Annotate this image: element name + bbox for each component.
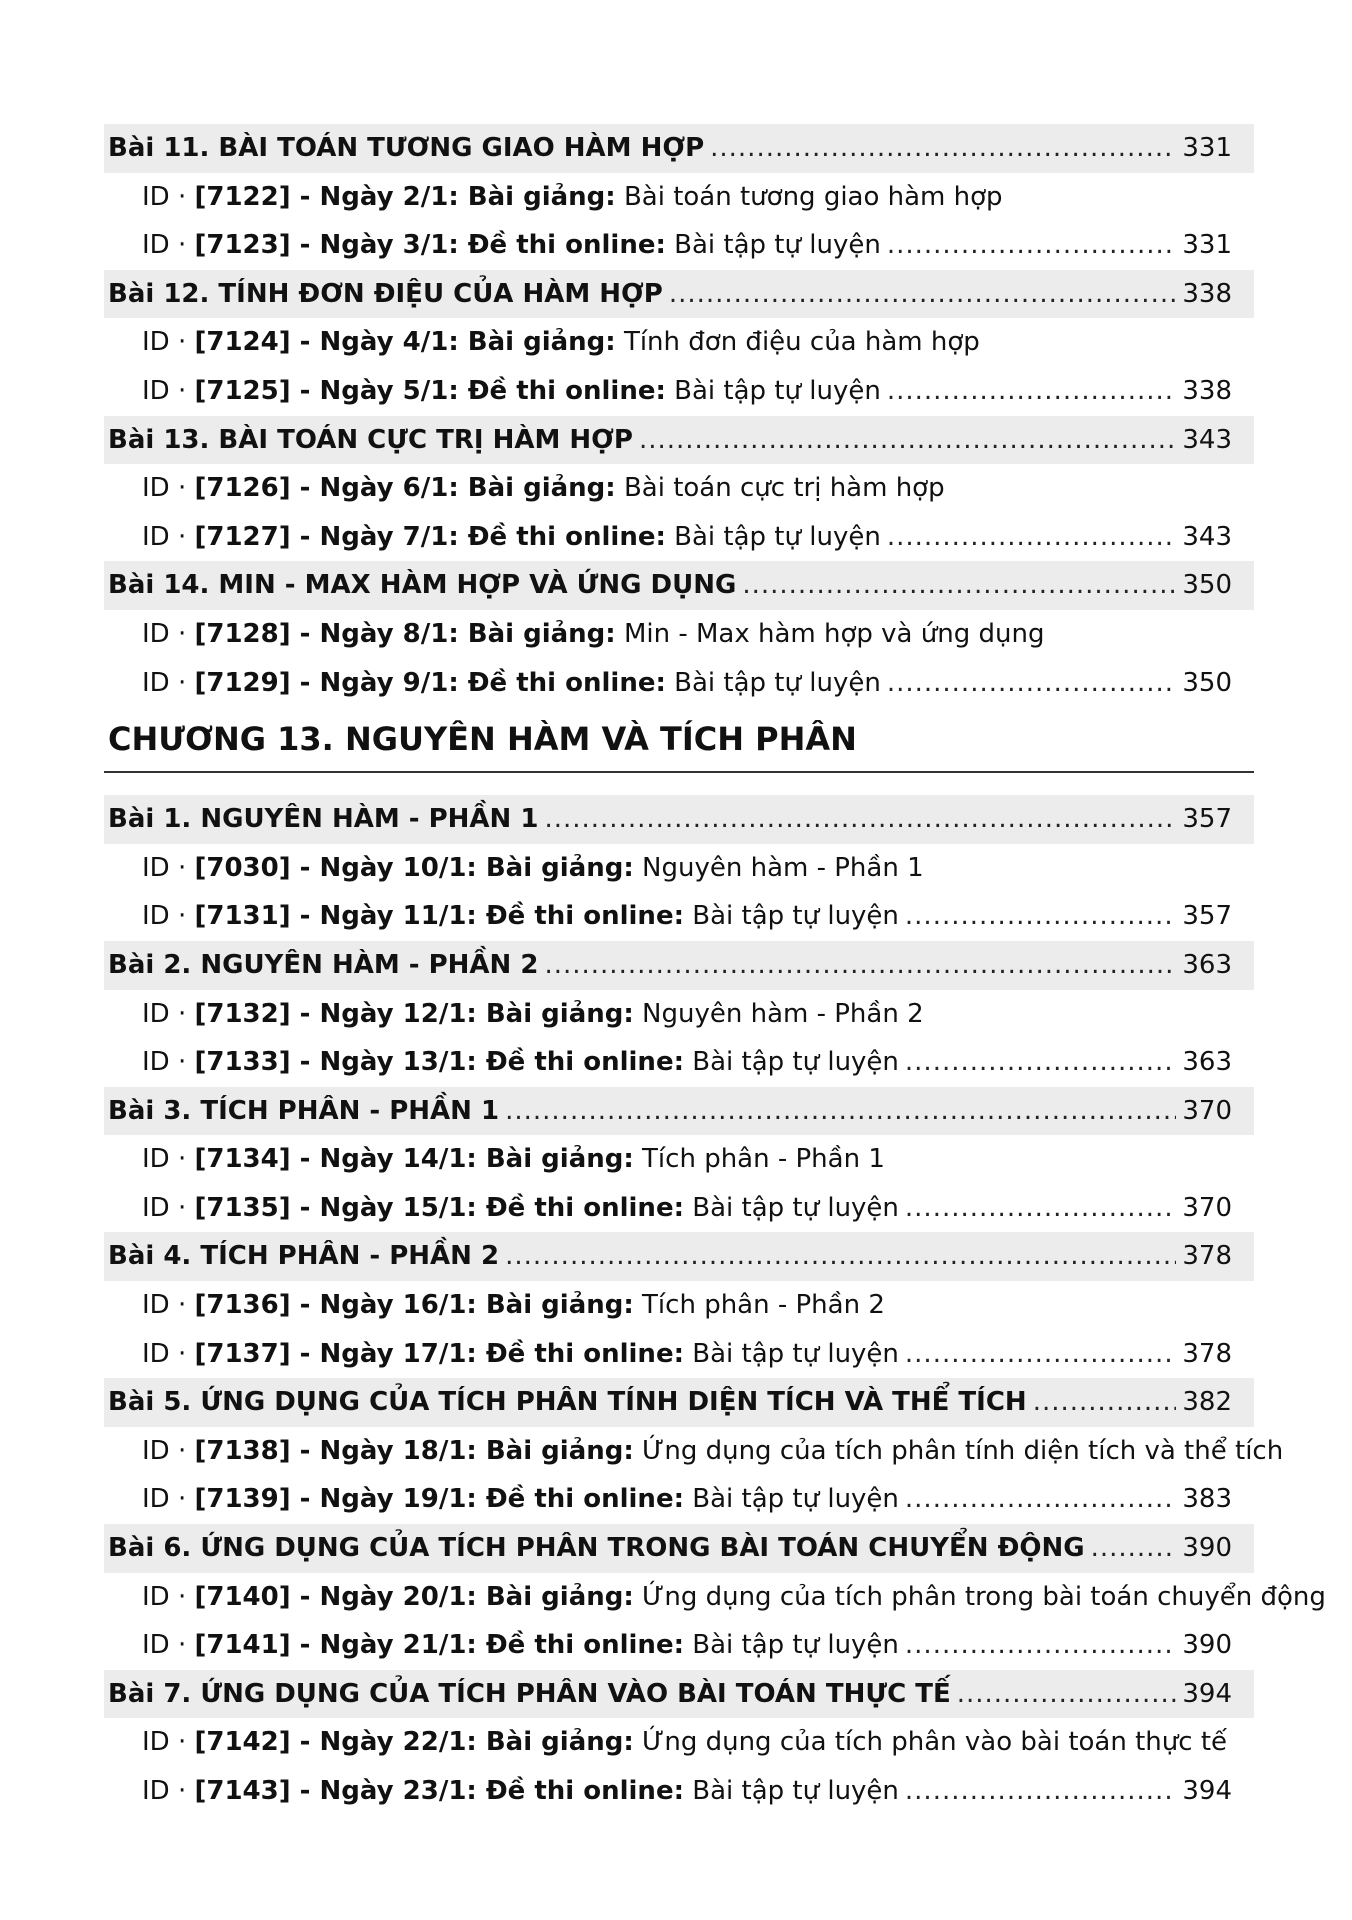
- page-number: 363: [1182, 949, 1232, 980]
- item-text: [142, 659, 881, 708]
- item-day: - Ngày 19/1:: [290, 1484, 486, 1515]
- id-prefix: ID ·: [142, 1047, 195, 1078]
- page-number: 390: [1182, 1533, 1232, 1564]
- item-text: [142, 513, 881, 562]
- table-of-contents: [104, 124, 1326, 1816]
- item-kind: Bài giảng:: [467, 327, 616, 358]
- id-prefix: ID ·: [142, 473, 195, 504]
- page-number: 370: [1182, 1095, 1232, 1126]
- id-prefix: ID ·: [142, 998, 195, 1029]
- item-text: [142, 1135, 885, 1184]
- item-day: - Ngày 22/1:: [290, 1727, 486, 1758]
- item-id: [7128]: [194, 618, 291, 649]
- item-id: [7142]: [194, 1727, 291, 1758]
- item-kind: Đề thi online:: [485, 1776, 684, 1806]
- id-prefix: ID ·: [142, 1630, 195, 1661]
- item-kind: Bài giảng:: [467, 618, 616, 649]
- item-day: - Ngày 11/1:: [290, 901, 486, 932]
- id-prefix: ID ·: [142, 1435, 195, 1466]
- item-description: Bài tập tự luyện: [683, 1192, 899, 1223]
- page-number: 343: [1182, 521, 1232, 552]
- item-id: [7127]: [194, 521, 291, 552]
- item-day: - Ngày 13/1:: [290, 1047, 486, 1078]
- id-prefix: ID ·: [142, 1338, 195, 1369]
- id-prefix: ID ·: [142, 1581, 195, 1612]
- id-prefix: ID ·: [142, 521, 195, 552]
- item-day: - Ngày 15/1:: [290, 1192, 486, 1223]
- item-description: Bài tập tự luyện: [665, 521, 881, 552]
- toc-lesson-row[interactable]: [104, 941, 1254, 990]
- item-id: [7125]: [194, 375, 291, 406]
- item-day: - Ngày 4/1:: [290, 327, 468, 358]
- item-id: [7138]: [194, 1435, 291, 1466]
- lesson-title: Bài 13. BÀI TOÁN CỰC TRỊ HÀM HỢP: [108, 424, 633, 455]
- dot-leader: [544, 941, 1176, 990]
- toc-item-row[interactable]: [104, 173, 1254, 222]
- item-text: [142, 610, 1044, 659]
- dot-leader: [905, 1330, 1176, 1379]
- item-id: [7133]: [194, 1047, 291, 1078]
- page-number: 363: [1182, 1047, 1232, 1078]
- item-id: [7126]: [194, 473, 291, 504]
- item-day: - Ngày 6/1:: [290, 473, 468, 504]
- toc-item-row[interactable]: [104, 1281, 1254, 1330]
- item-text: [142, 1038, 899, 1087]
- item-day: - Ngày 8/1:: [290, 618, 468, 649]
- item-text: [142, 1767, 899, 1816]
- item-description: Bài tập tự luyện: [665, 375, 881, 406]
- dot-leader: [905, 1184, 1176, 1233]
- item-text: [142, 464, 945, 513]
- dot-leader: [887, 221, 1177, 270]
- toc-item-row[interactable]: [104, 221, 1254, 270]
- item-kind: Bài giảng:: [485, 1144, 634, 1175]
- item-day: - Ngày 20/1:: [290, 1581, 486, 1612]
- item-id: [7030]: [194, 852, 291, 883]
- dot-leader: [887, 659, 1177, 708]
- item-kind: Bài giảng:: [467, 181, 616, 212]
- dot-leader: [1091, 1524, 1177, 1573]
- item-kind: Bài giảng:: [485, 1435, 634, 1466]
- item-description: Bài tập tự luyện: [683, 1776, 899, 1806]
- page-number: 357: [1182, 901, 1232, 932]
- chapter-heading: CHƯƠNG 13. NGUYÊN HÀM VÀ TÍCH PHÂN: [104, 707, 1254, 773]
- id-prefix: ID ·: [142, 901, 195, 932]
- lesson-title: Bài 12. TÍNH ĐƠN ĐIỆU CỦA HÀM HỢP: [108, 278, 663, 309]
- item-text: [142, 1184, 899, 1233]
- item-kind: Đề thi online:: [485, 1047, 684, 1078]
- dot-leader: [905, 1038, 1176, 1087]
- item-text: [142, 990, 924, 1039]
- page-number: 394: [1182, 1678, 1232, 1709]
- page-number: 370: [1182, 1192, 1232, 1223]
- item-day: - Ngày 10/1:: [290, 852, 486, 883]
- item-kind: Đề thi online:: [485, 901, 684, 932]
- dot-leader: [742, 561, 1176, 610]
- item-id: [7134]: [194, 1144, 291, 1175]
- id-prefix: ID ·: [142, 1484, 195, 1515]
- item-id: [7132]: [194, 998, 291, 1029]
- item-description: Bài tập tự luyện: [683, 1338, 899, 1369]
- item-day: - Ngày 5/1:: [290, 375, 468, 406]
- item-id: [7129]: [194, 667, 291, 698]
- item-description: Bài tập tự luyện: [683, 901, 899, 932]
- item-description: Ứng dụng của tích phân trong bài toán chuyển động: [633, 1581, 1326, 1612]
- item-description: Bài toán tương giao hàm hợp: [615, 181, 1003, 212]
- id-prefix: ID ·: [142, 1727, 195, 1758]
- toc-item-row[interactable]: [104, 1427, 1284, 1476]
- item-text: [142, 844, 924, 893]
- id-prefix: ID ·: [142, 1776, 195, 1806]
- item-description: Ứng dụng của tích phân tính diện tích và thể tích: [633, 1435, 1284, 1466]
- item-description: Bài tập tự luyện: [665, 230, 881, 261]
- dot-leader: [905, 1767, 1176, 1816]
- item-day: - Ngày 21/1:: [290, 1630, 486, 1661]
- item-text: [142, 1718, 1227, 1767]
- page-number: 338: [1182, 375, 1232, 406]
- item-description: Bài tập tự luyện: [665, 667, 881, 698]
- toc-item-row[interactable]: [104, 1573, 1326, 1622]
- toc-lesson-row[interactable]: [104, 270, 1254, 319]
- item-day: - Ngày 18/1:: [290, 1435, 486, 1466]
- item-day: - Ngày 9/1:: [290, 667, 468, 698]
- toc-lesson-row[interactable]: [104, 561, 1254, 610]
- toc-lesson-row[interactable]: [104, 124, 1254, 173]
- id-prefix: ID ·: [142, 1192, 195, 1223]
- item-text: [142, 892, 899, 941]
- item-kind: Bài giảng:: [467, 473, 616, 504]
- toc-item-row[interactable]: [104, 892, 1254, 941]
- toc-item-row[interactable]: [104, 318, 1254, 367]
- toc-lesson-row[interactable]: [104, 1524, 1254, 1573]
- toc-item-row[interactable]: [104, 513, 1254, 562]
- item-kind: Bài giảng:: [485, 852, 634, 883]
- item-day: - Ngày 16/1:: [290, 1290, 486, 1321]
- page-number: 331: [1182, 230, 1232, 261]
- page-number: 378: [1182, 1241, 1232, 1272]
- toc-lesson-row[interactable]: [104, 795, 1254, 844]
- item-text: [142, 1475, 899, 1524]
- item-description: Ứng dụng của tích phân vào bài toán thực tế: [633, 1727, 1228, 1758]
- toc-item-row[interactable]: [104, 1475, 1254, 1524]
- toc-item-row[interactable]: [104, 1330, 1254, 1379]
- item-kind: Đề thi online:: [467, 375, 666, 406]
- toc-lesson-row[interactable]: [104, 416, 1254, 465]
- page-number: 394: [1182, 1776, 1232, 1806]
- item-id: [7136]: [194, 1290, 291, 1321]
- item-kind: Đề thi online:: [467, 667, 666, 698]
- item-day: - Ngày 23/1:: [290, 1776, 486, 1806]
- toc-item-row[interactable]: [104, 1184, 1254, 1233]
- item-text: [142, 221, 881, 270]
- page-number: 343: [1182, 424, 1232, 455]
- dot-leader: [1033, 1378, 1177, 1427]
- page-number: 383: [1182, 1484, 1232, 1515]
- item-id: [7131]: [194, 901, 291, 932]
- item-day: - Ngày 12/1:: [290, 998, 486, 1029]
- item-day: - Ngày 2/1:: [290, 181, 468, 212]
- id-prefix: ID ·: [142, 618, 195, 649]
- item-description: Bài toán cực trị hàm hợp: [615, 473, 945, 504]
- item-day: - Ngày 14/1:: [290, 1144, 486, 1175]
- dot-leader: [544, 795, 1176, 844]
- toc-item-row[interactable]: [104, 990, 1254, 1039]
- lesson-title: Bài 11. BÀI TOÁN TƯƠNG GIAO HÀM HỢP: [108, 133, 705, 163]
- dot-leader: [710, 124, 1176, 173]
- toc-item-row[interactable]: [104, 844, 1254, 893]
- toc-item-row[interactable]: [104, 464, 1254, 513]
- dot-leader: [887, 367, 1177, 416]
- item-kind: Đề thi online:: [485, 1630, 684, 1661]
- page-number: 382: [1182, 1387, 1232, 1418]
- id-prefix: ID ·: [142, 1290, 195, 1321]
- item-text: [142, 1621, 899, 1670]
- item-id: [7140]: [194, 1581, 291, 1612]
- page-number: 357: [1182, 804, 1232, 835]
- toc-item-row[interactable]: [104, 1135, 1254, 1184]
- lesson-title: Bài 2. NGUYÊN HÀM - PHẦN 2: [108, 949, 539, 980]
- dot-leader: [669, 270, 1177, 319]
- item-day: - Ngày 7/1:: [290, 521, 468, 552]
- dot-leader: [957, 1670, 1177, 1719]
- page-number: 378: [1182, 1338, 1232, 1369]
- toc-lesson-row[interactable]: [104, 1378, 1254, 1427]
- item-description: Bài tập tự luyện: [683, 1630, 899, 1661]
- id-prefix: ID ·: [142, 1144, 195, 1175]
- item-kind: Bài giảng:: [485, 1581, 634, 1612]
- lesson-title: Bài 14. MIN - MAX HÀM HỢP VÀ ỨNG DỤNG: [108, 570, 737, 601]
- dot-leader: [887, 513, 1177, 562]
- page-number: 350: [1182, 570, 1232, 601]
- item-kind: Đề thi online:: [485, 1338, 684, 1369]
- item-text: [142, 1281, 885, 1330]
- page-number: 390: [1182, 1630, 1232, 1661]
- item-kind: Đề thi online:: [467, 230, 666, 261]
- toc-item-row[interactable]: [104, 610, 1254, 659]
- item-description: Min - Max hàm hợp và ứng dụng: [615, 618, 1045, 649]
- item-text: [142, 367, 881, 416]
- id-prefix: ID ·: [142, 852, 195, 883]
- id-prefix: ID ·: [142, 230, 195, 261]
- toc-item-row[interactable]: [104, 1038, 1254, 1087]
- toc-lesson-row[interactable]: [104, 1670, 1254, 1719]
- dot-leader: [905, 1475, 1176, 1524]
- page-number: 338: [1182, 278, 1232, 309]
- item-id: [7135]: [194, 1192, 291, 1223]
- toc-lesson-row[interactable]: [104, 1232, 1254, 1281]
- lesson-title: Bài 1. NGUYÊN HÀM - PHẦN 1: [108, 804, 539, 835]
- lesson-title: Bài 3. TÍCH PHÂN - PHẦN 1: [108, 1095, 500, 1126]
- item-id: [7141]: [194, 1630, 291, 1661]
- item-kind: Bài giảng:: [485, 1290, 634, 1321]
- item-description: Tích phân - Phần 1: [633, 1144, 885, 1175]
- item-day: - Ngày 3/1:: [290, 230, 468, 261]
- lesson-title: Bài 6. ỨNG DỤNG CỦA TÍCH PHÂN TRONG BÀI TOÁN CHUYỂN ĐỘNG: [108, 1533, 1085, 1564]
- item-text: [142, 1427, 1283, 1476]
- item-description: Nguyên hàm - Phần 2: [633, 998, 924, 1029]
- item-kind: Bài giảng:: [485, 998, 634, 1029]
- item-kind: Đề thi online:: [485, 1192, 684, 1223]
- id-prefix: ID ·: [142, 327, 195, 358]
- item-id: [7122]: [194, 181, 291, 212]
- lesson-title: Bài 5. ỨNG DỤNG CỦA TÍCH PHÂN TÍNH DIỆN TÍCH VÀ THỂ TÍCH: [108, 1387, 1027, 1418]
- item-id: [7123]: [194, 230, 291, 261]
- page-number: 350: [1182, 667, 1232, 698]
- toc-item-row[interactable]: [104, 1767, 1254, 1816]
- toc-lesson-row[interactable]: [104, 1087, 1254, 1136]
- id-prefix: ID ·: [142, 375, 195, 406]
- item-text: [142, 1330, 899, 1379]
- item-id: [7139]: [194, 1484, 291, 1515]
- dot-leader: [905, 892, 1176, 941]
- item-description: Bài tập tự luyện: [683, 1484, 899, 1515]
- dot-leader: [505, 1232, 1176, 1281]
- item-kind: Bài giảng:: [485, 1727, 634, 1758]
- item-kind: Đề thi online:: [485, 1484, 684, 1515]
- item-id: [7137]: [194, 1338, 291, 1369]
- toc-item-row[interactable]: [104, 1718, 1254, 1767]
- item-text: [142, 318, 980, 367]
- toc-item-row[interactable]: [104, 659, 1254, 708]
- item-kind: Đề thi online:: [467, 521, 666, 552]
- lesson-title: Bài 7. ỨNG DỤNG CỦA TÍCH PHÂN VÀO BÀI TOÁN THỰC TẾ: [108, 1678, 951, 1709]
- item-text: [142, 1573, 1326, 1622]
- dot-leader: [639, 416, 1176, 465]
- toc-item-row[interactable]: [104, 1621, 1254, 1670]
- item-id: [7143]: [194, 1776, 291, 1806]
- item-description: Tích phân - Phần 2: [633, 1290, 885, 1321]
- toc-item-row[interactable]: [104, 367, 1254, 416]
- page-number: 331: [1182, 133, 1232, 163]
- item-description: Bài tập tự luyện: [683, 1047, 899, 1078]
- item-description: Tính đơn điệu của hàm hợp: [615, 327, 980, 358]
- item-text: [142, 173, 1003, 222]
- item-id: [7124]: [194, 327, 291, 358]
- item-description: Nguyên hàm - Phần 1: [633, 852, 924, 883]
- dot-leader: [505, 1087, 1176, 1136]
- id-prefix: ID ·: [142, 667, 195, 698]
- id-prefix: ID ·: [142, 181, 195, 212]
- dot-leader: [905, 1621, 1176, 1670]
- item-day: - Ngày 17/1:: [290, 1338, 486, 1369]
- lesson-title: Bài 4. TÍCH PHÂN - PHẦN 2: [108, 1241, 500, 1272]
